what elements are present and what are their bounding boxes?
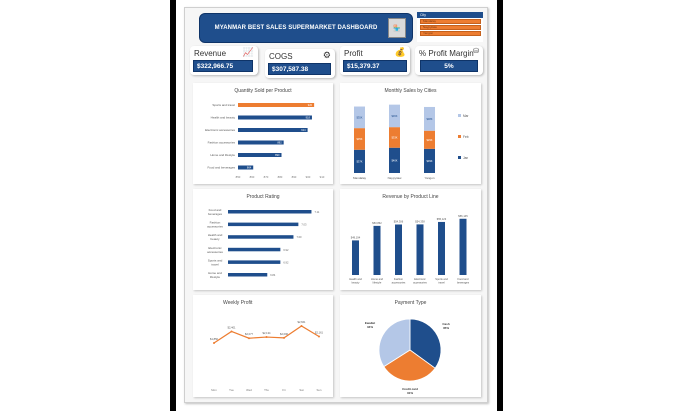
- chart-title: Payment Type: [394, 300, 427, 306]
- legend-label: Jan: [463, 156, 469, 160]
- segment-label: $36K: [391, 114, 398, 118]
- bar: [238, 128, 308, 132]
- axis-label: Sports and: [435, 278, 448, 281]
- chart-title: Weekly Profit: [223, 300, 253, 306]
- axis-label: Electronic: [414, 278, 426, 281]
- axis-label: Electronic accessories: [205, 128, 235, 132]
- dashboard-page: [184, 7, 488, 403]
- axis-label: Food and: [208, 208, 222, 212]
- payment-type-plot: [340, 295, 481, 397]
- kpi-label: COGS: [269, 52, 293, 61]
- axis-label: Sat: [299, 388, 304, 392]
- slice-percent: 31%: [406, 391, 414, 395]
- bar: [460, 219, 467, 275]
- axis-label: Wed: [246, 388, 252, 392]
- point-label: $1,850: [210, 338, 218, 341]
- kpi-value: 5%: [420, 60, 478, 72]
- axis-label: Tue: [229, 388, 234, 392]
- legend-swatch: [458, 135, 461, 138]
- kpi-value: $322,966.75: [193, 60, 253, 72]
- legend-swatch: [458, 156, 461, 159]
- data-point: [231, 330, 233, 332]
- bar: [228, 210, 311, 214]
- axis-label: lifestyle: [209, 275, 221, 279]
- segment-label: $40K: [391, 159, 398, 163]
- segment-label: $37K: [356, 160, 363, 164]
- bar-label: 918: [305, 116, 310, 120]
- axis-label: Fri: [282, 388, 286, 392]
- dashboard-header: [199, 13, 413, 43]
- bar-label: 914: [301, 129, 306, 132]
- bar: [374, 226, 381, 275]
- tick-label: 870: [263, 175, 269, 179]
- kpi-label: % Profit Margin: [419, 49, 474, 58]
- bar-label: 6.92: [283, 248, 289, 252]
- bar: [417, 224, 424, 275]
- slice-label: Ewallet: [364, 321, 376, 325]
- slicer-item-yangon[interactable]: Yangon: [420, 31, 481, 36]
- point-label: $2,077: [245, 333, 253, 337]
- data-point: [283, 337, 285, 339]
- axis-label: beauty: [351, 281, 360, 285]
- cash-register-icon: ⚙: [322, 50, 331, 60]
- slice-percent: 35%: [442, 326, 450, 330]
- right-border: [497, 0, 503, 411]
- slice-label: Cash: [442, 322, 450, 326]
- city-slicer[interactable]: [417, 12, 483, 42]
- bar-label: $55,123: [436, 217, 447, 221]
- bar-label: 7.03: [301, 223, 307, 227]
- tick-label: 850: [235, 175, 241, 179]
- axis-label: Sports and travel: [212, 103, 235, 107]
- bar-label: 890: [275, 154, 280, 157]
- segment-label: $35K: [356, 116, 363, 120]
- data-point: [266, 336, 268, 338]
- point-label: $2,096: [280, 332, 288, 336]
- kpi-cogs: [265, 49, 335, 78]
- tick-label: 860: [249, 175, 255, 179]
- bar-label: $56,145: [458, 214, 468, 218]
- data-point: [248, 337, 250, 339]
- chart-quantity-sold: [193, 83, 333, 184]
- tick-label: 900: [305, 175, 311, 179]
- bar: [228, 248, 280, 252]
- tick-label: 910: [319, 175, 325, 179]
- quantity-sold-plot: [193, 83, 333, 184]
- tick-label: 890: [291, 175, 297, 179]
- axis-label: lifestyle: [372, 281, 382, 285]
- axis-label: beauty: [210, 237, 220, 242]
- point-label: $2,661: [297, 321, 306, 324]
- tick-label: 880: [277, 175, 283, 179]
- percent-chart-icon: ⛁: [473, 48, 479, 55]
- bar-label: 864: [246, 166, 252, 170]
- bar-label: 6.84: [270, 274, 276, 277]
- bar: [228, 223, 298, 227]
- point-label: $2,161: [315, 331, 323, 335]
- axis-label: Naypyitaw: [387, 176, 402, 180]
- axis-label: Food and beverages: [207, 165, 235, 170]
- money-bag-icon: 💰: [394, 47, 406, 57]
- chart-title: Monthly Sales by Cities: [384, 88, 437, 94]
- chart-monthly-sales-cities: [340, 83, 481, 184]
- bar-label: 892: [277, 141, 282, 145]
- bar-label: $49,194: [350, 236, 361, 240]
- axis-label: Electronic: [208, 245, 222, 250]
- axis-label: Fashion accessories: [207, 140, 235, 145]
- axis-label: travel: [211, 262, 219, 267]
- bar-label: $54,338: [415, 220, 425, 224]
- axis-label: beverages: [207, 212, 223, 216]
- axis-label: Mon: [211, 388, 217, 392]
- kpi-label: Profit: [344, 49, 363, 58]
- weekly-profit-plot: [193, 295, 333, 397]
- kpi-value: $15,379.37: [343, 60, 407, 72]
- axis-label: accessories: [391, 281, 406, 285]
- bar: [228, 260, 280, 264]
- bar: [352, 240, 359, 275]
- legend-label: Mar: [463, 114, 469, 118]
- axis-label: Thu: [264, 388, 269, 392]
- bar-label: 6.92: [283, 261, 289, 265]
- segment-label: $29K: [426, 138, 433, 142]
- bar: [228, 273, 267, 277]
- data-point: [301, 325, 303, 327]
- axis-label: beverages: [456, 281, 470, 285]
- bar: [395, 224, 402, 275]
- data-point: [213, 342, 215, 344]
- bar-label: $53,862: [372, 221, 382, 225]
- legend-label: Feb: [463, 135, 469, 139]
- kpi-label: Revenue: [194, 49, 227, 58]
- axis-label: accessories: [207, 224, 223, 229]
- kpi-revenue: [190, 46, 258, 75]
- slice-label: Credit card: [402, 387, 418, 391]
- bar: [228, 235, 293, 239]
- segment-label: $35K: [356, 137, 363, 141]
- chart-payment-type: [340, 295, 481, 397]
- chart-revenue-product-line: [340, 189, 481, 290]
- slicer-item-mandalay[interactable]: Mandalay: [420, 19, 481, 24]
- segment-label: $39K: [426, 159, 433, 163]
- slicer-item-naypyitaw[interactable]: Naypyitaw: [420, 25, 481, 30]
- point-label: $2,401: [227, 326, 236, 330]
- legend-swatch: [458, 114, 461, 117]
- kpi-value: $307,587.38: [268, 63, 331, 75]
- axis-label: Mandalay: [352, 176, 367, 180]
- axis-label: Home and lifestyle: [210, 153, 235, 157]
- chart-product-rating: [193, 189, 333, 290]
- bar: [238, 103, 314, 107]
- slice-percent: 34%: [366, 325, 374, 329]
- chart-weekly-profit: [193, 295, 333, 397]
- chart-growth-icon: 📈: [242, 47, 254, 57]
- axis-label: Home and: [208, 271, 222, 275]
- axis-label: Yangon: [424, 176, 435, 180]
- segment-label: $38K: [426, 117, 433, 121]
- bar: [238, 116, 312, 120]
- bar-label: 920: [307, 104, 313, 107]
- chart-title: Revenue by Product Line: [382, 194, 439, 200]
- monthly-sales-plot: [340, 83, 481, 184]
- bar-label: 7.11: [314, 211, 320, 214]
- axis-label: Health and beauty: [210, 115, 235, 120]
- axis-label: travel: [438, 281, 445, 285]
- slicer-title: City: [417, 12, 483, 18]
- chart-title: Product Rating: [246, 194, 280, 200]
- data-point: [318, 335, 320, 337]
- axis-label: Sun: [316, 388, 322, 392]
- axis-label: Home and: [371, 278, 383, 281]
- kpi-profit: [340, 46, 410, 75]
- axis-label: Health and: [349, 278, 362, 281]
- chart-title: Quantity Sold per Product: [234, 88, 292, 94]
- left-margin: [0, 0, 176, 411]
- bar: [438, 222, 445, 275]
- axis-label: Sports and: [207, 258, 223, 263]
- revenue-product-plot: [340, 189, 481, 290]
- axis-label: accessories: [207, 249, 223, 254]
- axis-label: accessories: [413, 281, 427, 285]
- bar-label: 7.00: [296, 236, 302, 240]
- product-rating-plot: [193, 189, 333, 290]
- axis-label: Health and: [207, 233, 223, 238]
- supermarket-store-icon: 🏪: [388, 18, 406, 38]
- bar-label: $54,306: [393, 220, 404, 224]
- kpi-profit-margin: [415, 46, 483, 75]
- axis-label: Fashion: [393, 278, 404, 281]
- axis-label: Food and: [457, 278, 469, 281]
- axis-label: Fashion: [209, 220, 221, 225]
- segment-label: $33K: [391, 136, 398, 140]
- dashboard-title: MYANMAR BEST SALES SUPERMARKET DASHBOARD: [214, 25, 378, 31]
- point-label: $2,134: [262, 332, 271, 336]
